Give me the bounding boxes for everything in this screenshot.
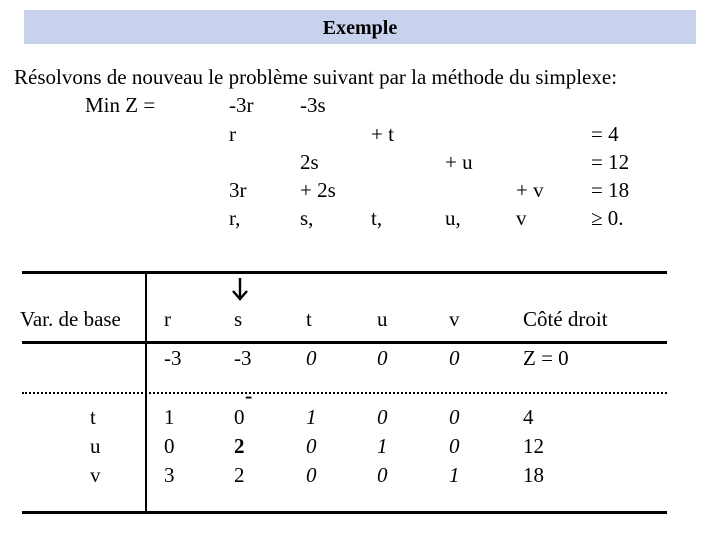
tableau-dotted-rule	[22, 392, 667, 394]
constraint-3-v: + v	[516, 178, 544, 202]
basis-u: u	[90, 434, 101, 458]
nonneg-u: u,	[445, 206, 461, 230]
cell-1-r: 1	[164, 405, 175, 429]
cell-2-s: 2	[234, 434, 245, 458]
cell-2-t: 0	[306, 434, 317, 458]
constraint-1-t: + t	[371, 122, 394, 146]
nonneg-t: t,	[371, 206, 383, 230]
cost-s: -3	[234, 346, 252, 370]
cell-2-v: 0	[449, 434, 460, 458]
down-arrow-icon	[230, 276, 250, 302]
cell-1-rhs: 4	[523, 405, 534, 429]
tableau-vertical-rule	[145, 274, 147, 511]
cell-3-r: 3	[164, 463, 175, 487]
basis-v: v	[90, 463, 101, 487]
cell-2-u: 1	[377, 434, 388, 458]
constraint-2-s: 2s	[300, 150, 319, 174]
pivot-marker: -	[245, 383, 253, 408]
intro-text: Résolvons de nouveau le problème suivant par la méthode du simplexe:	[14, 65, 618, 89]
cost-u: 0	[377, 346, 388, 370]
header-bar	[24, 10, 696, 44]
tableau-header-rule	[22, 341, 667, 344]
col-header-t: t	[306, 307, 312, 331]
nonneg-s: s,	[300, 206, 314, 230]
nonneg-r: r,	[229, 206, 241, 230]
col-header-r: r	[164, 307, 171, 331]
constraint-3-rhs: = 18	[591, 178, 630, 202]
tableau-top-rule	[22, 271, 667, 274]
objective-term-s: -3s	[300, 93, 326, 117]
cell-1-v: 0	[449, 405, 460, 429]
constraint-1-r: r	[229, 122, 236, 146]
cost-t: 0	[306, 346, 317, 370]
constraint-3-s: + 2s	[300, 178, 336, 202]
col-header-s: s	[234, 307, 243, 331]
constraint-2-rhs: = 12	[591, 150, 630, 174]
objective-label: Min Z =	[85, 93, 156, 117]
col-header-v: v	[449, 307, 460, 331]
cell-1-t: 1	[306, 405, 317, 429]
header-title: Exemple	[322, 17, 398, 39]
col-header-u: u	[377, 307, 388, 331]
cell-1-s: 0	[234, 405, 245, 429]
cell-3-s: 2	[234, 463, 245, 487]
cost-r: -3	[164, 346, 182, 370]
cell-1-u: 0	[377, 405, 388, 429]
cost-v: 0	[449, 346, 460, 370]
cell-2-rhs: 12	[523, 434, 544, 458]
row-label-header: Var. de base	[20, 307, 121, 331]
nonneg-rhs: ≥ 0.	[591, 206, 624, 230]
cell-3-rhs: 18	[523, 463, 544, 487]
cell-2-r: 0	[164, 434, 175, 458]
cell-3-u: 0	[377, 463, 388, 487]
cell-3-t: 0	[306, 463, 317, 487]
col-header-rhs: Côté droit	[523, 307, 608, 331]
nonneg-v: v	[516, 206, 527, 230]
constraint-3-r: 3r	[229, 178, 247, 202]
tableau-bottom-rule	[22, 511, 667, 514]
basis-t: t	[90, 405, 96, 429]
constraint-2-u: + u	[445, 150, 473, 174]
cost-rhs: Z = 0	[523, 346, 569, 370]
constraint-1-rhs: = 4	[591, 122, 619, 146]
objective-term-r: -3r	[229, 93, 254, 117]
cell-3-v: 1	[449, 463, 460, 487]
